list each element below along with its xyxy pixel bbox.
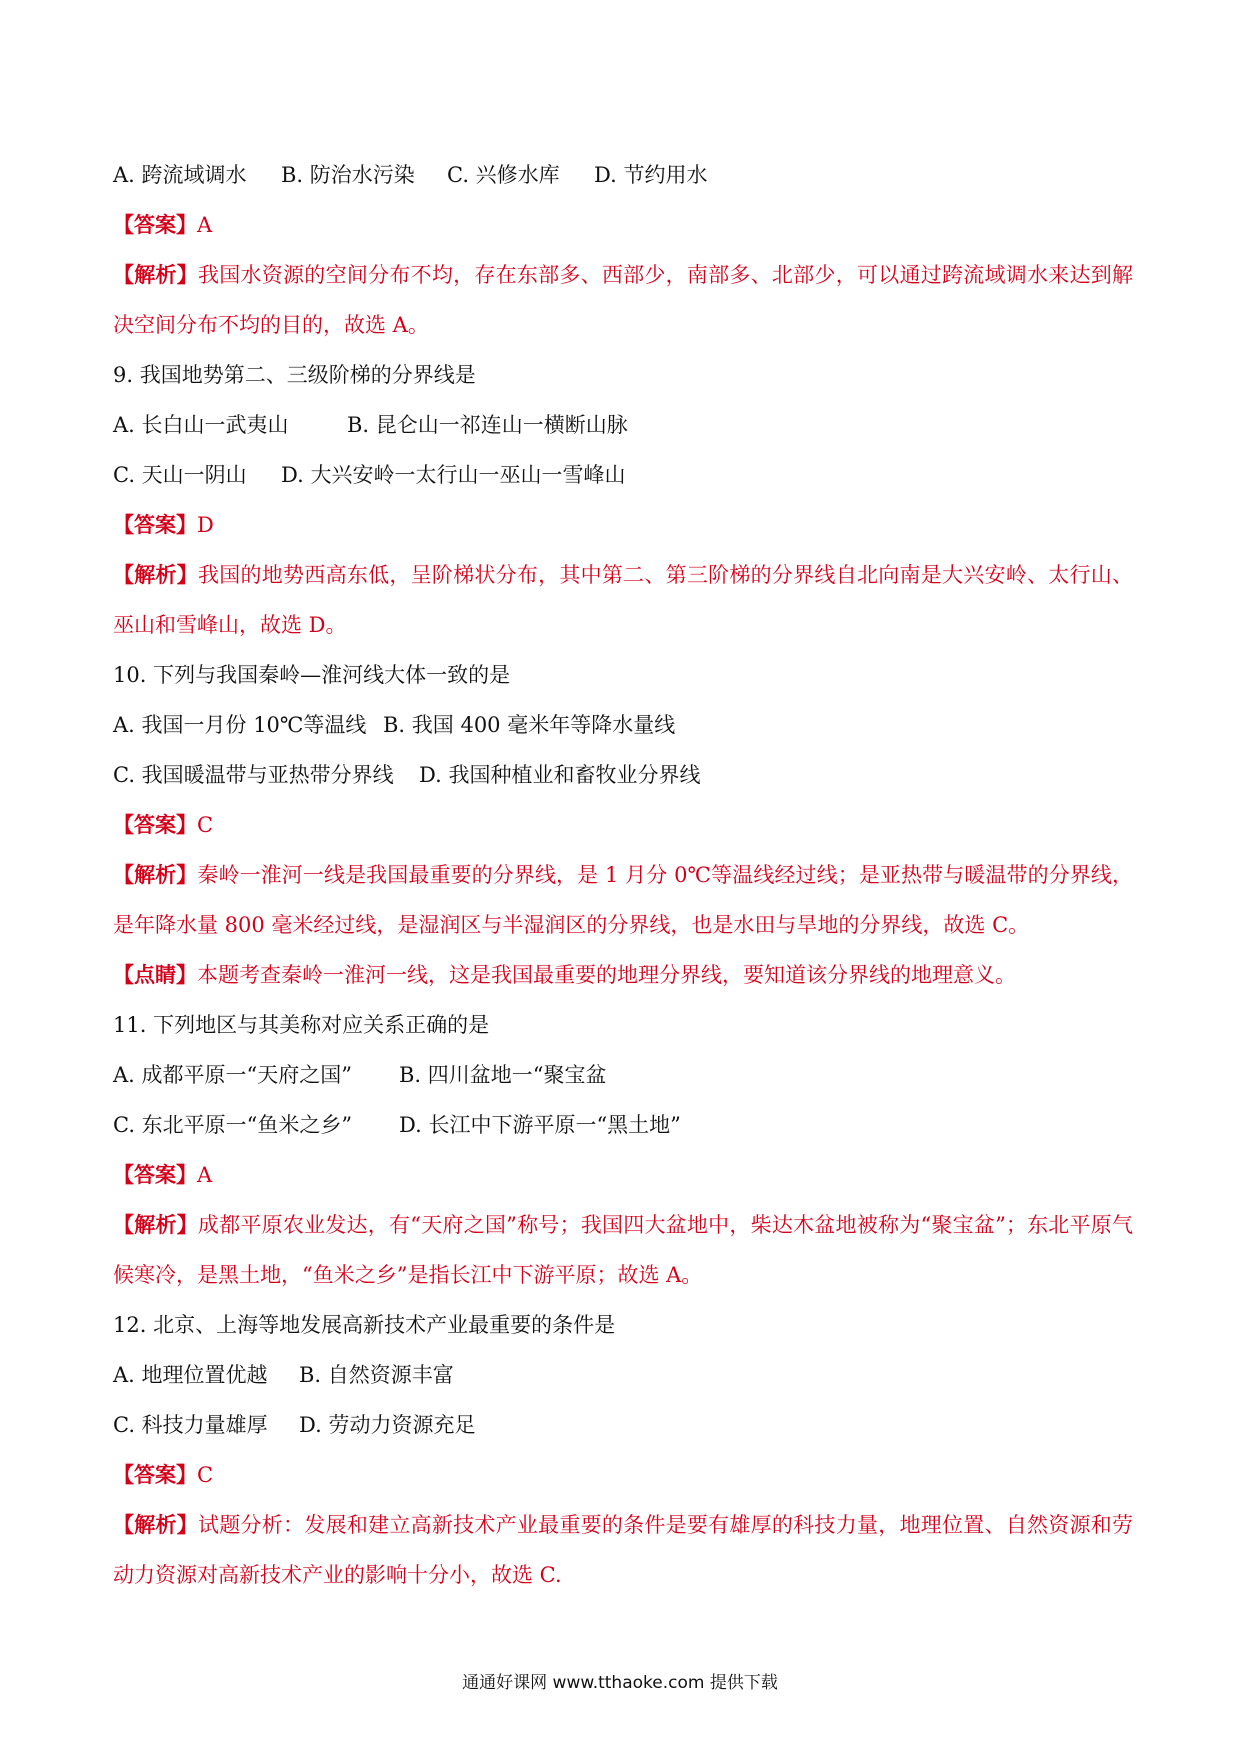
q8-option-b: B. 防治水污染 [281,163,415,187]
q11-option-a: A. 成都平原一“天府之国” [113,1063,352,1087]
q8-option-c: C. 兴修水库 [447,163,560,187]
q9-option-a: A. 长白山一武夷山 [113,413,289,437]
q11-option-d: D. 长江中下游平原一“黑土地” [399,1113,681,1137]
q8-option-a: A. 跨流域调水 [113,163,247,187]
q8-options [113,150,1133,200]
q12-answer-tag: 【答案】 [113,1462,197,1487]
q8-analysis-tag: 【解析】 [113,262,199,287]
q11-analysis-text: 成都平原农业发达，有“天府之国”称号；我国四大盆地中，柴达木盆地被称为“聚宝盆”；东北平原气候寒冷，是黑土地，“鱼米之乡”是指长江中下游平原；故选 A。 [113,1213,1133,1287]
q9-answer-line [113,500,1133,550]
q8-option-d: D. 节约用水 [594,163,708,187]
q12-option-a: A. 地理位置优越 [113,1363,268,1387]
q8-answer-tag: 【答案】 [113,212,197,237]
q12-answer-line [113,1450,1133,1500]
q11-question: 11. 下列地区与其美称对应关系正确的是 [113,1013,490,1037]
q11-options-row1 [113,1050,1133,1100]
q10-option-b: B. 我国 400 毫米年等降水量线 [383,713,676,737]
q9-option-b: B. 昆仑山一祁连山一横断山脉 [347,413,628,437]
q11-answer: A [197,1163,213,1187]
q10-option-d: D. 我国种植业和畜牧业分界线 [419,763,701,787]
q12-option-d: D. 劳动力资源充足 [299,1413,476,1437]
q12-option-c: C. 科技力量雄厚 [113,1413,268,1437]
q9-answer-tag: 【答案】 [113,512,197,537]
q9-option-d: D. 大兴安岭一太行山一巫山一雪峰山 [281,463,626,487]
q11-answer-line [113,1150,1133,1200]
q12-option-b: B. 自然资源丰富 [299,1363,454,1387]
q10-options-row2 [113,750,1133,800]
q12-answer: C [197,1463,214,1487]
q9-options-row1 [113,400,1133,450]
q8-analysis-text: 我国水资源的空间分布不均，存在东部多、西部少，南部多、北部少，可以通过跨流域调水来达到解决空间分布不均的目的，故选 A。 [113,263,1134,337]
q9-option-c: C. 天山一阴山 [113,463,247,487]
q12-options-row1 [113,1350,1133,1400]
q9-analysis [113,550,1133,650]
q10-answer-tag: 【答案】 [113,812,197,837]
q8-answer: A [197,213,213,237]
q10-answer: C [197,813,214,837]
q11-analysis-tag: 【解析】 [113,1212,198,1237]
q10-answer-line [113,800,1133,850]
q9-options-row2 [113,450,1133,500]
q12-analysis-text: 试题分析：发展和建立高新技术产业最重要的条件是要有雄厚的科技力量，地理位置、自然资源和劳动力资源对高新技术产业的影响十分小，故选 C. [113,1513,1134,1587]
q10-comment [113,950,1133,1000]
q11-option-c: C. 东北平原一“鱼米之乡” [113,1113,353,1137]
q8-analysis [113,250,1133,350]
q10-analysis-text: 秦岭一淮河一线是我国最重要的分界线，是 1 月分 0℃等温线经过线；是亚热带与暖温带的分界线，是年降水量 800 毫米经过线，是湿润区与半湿润区的分界线，也是水田与旱地的分界线，故选 C。 [113,863,1133,937]
q10-option-c: C. 我国暖温带与亚热带分界线 [113,763,394,787]
q10-option-a: A. 我国一月份 10℃等温线 [113,713,367,737]
q8-answer-line [113,200,1133,250]
q10-analysis [113,850,1133,950]
q11-analysis [113,1200,1133,1300]
page-footer: 通通好课网 www.tthaoke.com 提供下载 [462,1673,778,1693]
q12-options-row2 [113,1400,1133,1450]
q11-option-b: B. 四川盆地一“聚宝盆 [399,1063,607,1087]
q11-answer-tag: 【答案】 [113,1162,197,1187]
q12-analysis-tag: 【解析】 [113,1512,199,1537]
q10-analysis-tag: 【解析】 [113,862,198,887]
q10-comment-tag: 【点睛】 [113,962,197,987]
q12-question: 12. 北京、上海等地发展高新技术产业最重要的条件是 [113,1313,616,1337]
q11-options-row2 [113,1100,1133,1150]
q9-question: 9. 我国地势第二、三级阶梯的分界线是 [113,363,476,387]
q10-comment-text: 本题考查秦岭一淮河一线，这是我国最重要的地理分界线，要知道该分界线的地理意义。 [197,963,1016,987]
q9-analysis-text: 我国的地势西高东低，呈阶梯状分布，其中第二、第三阶梯的分界线自北向南是大兴安岭、太行山、巫山和雪峰山，故选 D。 [113,563,1134,637]
q9-answer: D [197,513,214,537]
q10-question: 10. 下列与我国秦岭—淮河线大体一致的是 [113,663,511,687]
document-page [113,150,1133,1600]
q12-analysis [113,1500,1133,1600]
q10-options-row1 [113,700,1133,750]
q9-analysis-tag: 【解析】 [113,562,199,587]
